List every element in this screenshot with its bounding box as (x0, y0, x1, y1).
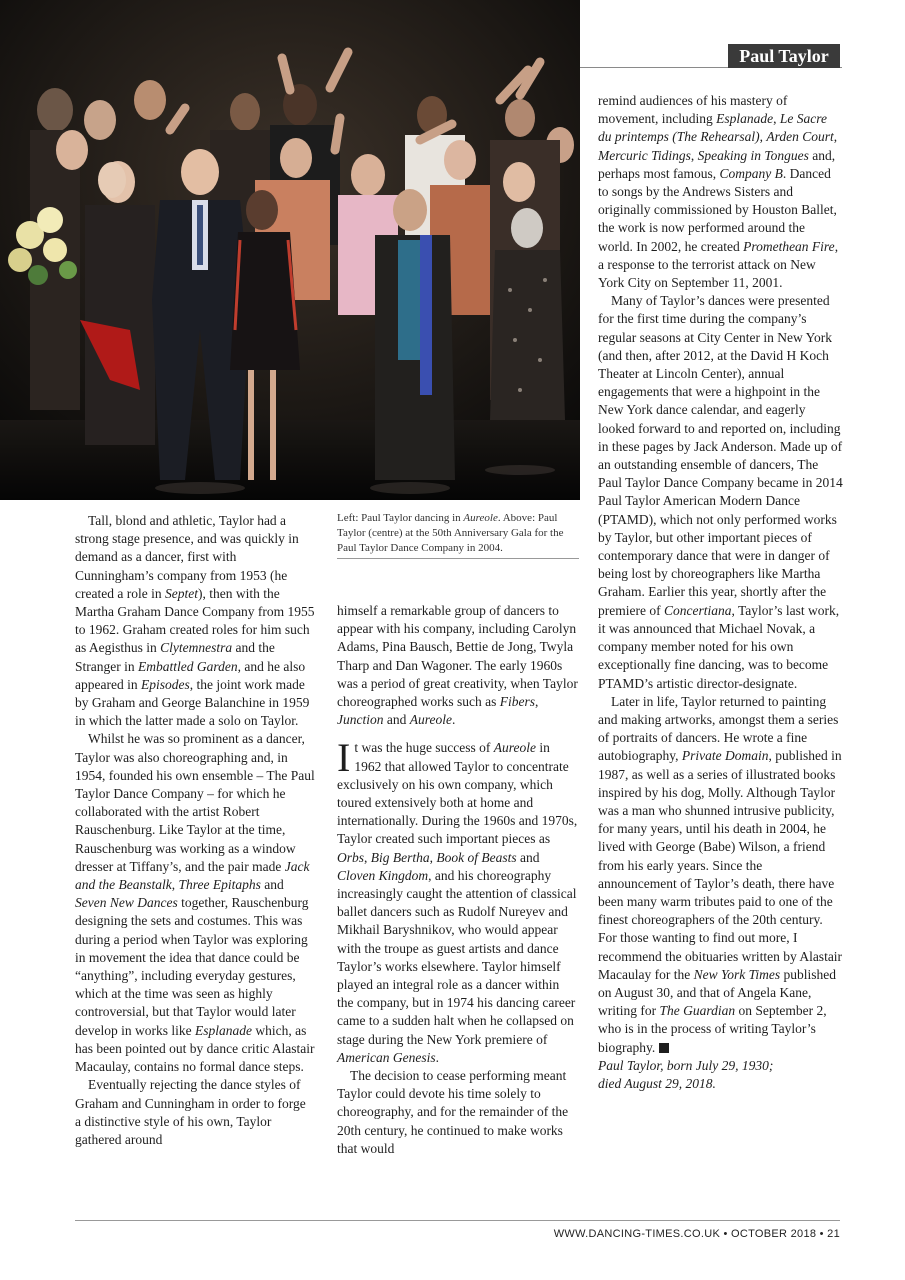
column-2 (337, 602, 579, 1158)
stage-photo (0, 0, 580, 500)
paragraph: Later in life, Taylor returned to painting and making artworks, amongst them a series of portraits of dancers. He wrote a fine autobiography, Private Domain, published in 1987, as well as a series of illustrated books inspired by his dog, Molly. Although Taylor was a man who shunned intrusive publicity, for many years, until his death in 2004, he lived with George (Babe) Wilson, a friend from his early years. Since the announcement of Taylor’s death, there have been many warm tributes paid to one of the finest choreographers of the 20th century. For those wanting to find out more, I recommend the obituaries written by Alastair Macaulay for the New York Times published on August 30, and that of Angela Kane, writing for The Guardian on September 2, who is in the process of writing Taylor’s biography. (598, 693, 843, 1055)
paragraph: remind audiences of his mastery of movement, including Esplanade, Le Sacre du printemps (The Rehearsal), Arden Court, Mercuric Tidings, Speaking in Tongues and, perhaps most famous, Company B. Danced to songs by the Andrews Sisters and originally commissioned by Houston Ballet, the work is now performed around the world. In 2002, he created Promethean Fire, a response to the terrorist attack on New York City on September 11, 2001. (598, 93, 839, 291)
paragraph: Many of Taylor’s dances were presented for the first time during the company’s regular seasons at City Center in New York (and then, after 2012, at the David H Koch Theater at Lincoln Center), annual engagements that were a highpoint in the New York dance calendar, and eagerly looked forward to and reported on, including in these pages by Jack Anderson. Made up of an outstanding ensemble of dancers, The Paul Taylor Dance Company became in 2014 Paul Taylor American Modern Dance (PTAMD), which not only performed works by Taylor, but other important pieces of contemporary dance that were in danger of being lost by choreographers like Martha Graham. Earlier this year, shortly after the premiere of Concertiana, Taylor’s last work, it was announced that Michael Novak, a company member noted for his own exceptionally fine dancing, was to become PTAMD’s artistic director-designate. (598, 293, 843, 691)
photo-caption: Left: Paul Taylor dancing in Aureole. Above: Paul Taylor (centre) at the 50th Anniversary Gala for the Paul Taylor Dance Company in 2004. (337, 512, 564, 554)
paragraph: The decision to cease performing meant Taylor could devote his time solely to choreography, and for the remainder of the 20th century, he continued to make works that would (337, 1068, 569, 1156)
paragraph: himself a remarkable group of dancers to appear with his company, including Carolyn Adams, Pina Bausch, Bettie de Jong, Twyla Tharp and Dan Wagoner. The early 1960s was a period of great creativity, when Taylor choreographed works such as Fibers, Junction and Aureole. (337, 603, 578, 728)
footer-rule (75, 1220, 840, 1221)
paragraph: It was the huge success of Aureole in 1962 that allowed Taylor to concentrate exclusively on his own company, which toured extensively both at home and internationally. During the 1960s and 1970s, Taylor created such important pieces as Orbs, Big Bertha, Book of Beasts and Cloven Kingdom, and his choreography increasingly caught the attention of classical ballet dancers such as Rudolf Nureyev and Mikhail Baryshnikov, who would appear with the troupe as guest artists and dance Taylor’s works elsewhere. Taylor himself played an integral role as a dancer within the company, but in 1974 his dancing career came to a sudden halt when he collapsed on stage during the New York premiere of American Genesis. (337, 735, 578, 1065)
birth-death-dates: Paul Taylor, born July 29, 1930; died August 29, 2018. (598, 1057, 774, 1091)
end-mark-icon (659, 1043, 669, 1053)
paragraph: Tall, blond and athletic, Taylor had a strong stage presence, and was quickly in demand as a dancer, first with Cunningham’s company from 1953 (he created a role in Septet), then with the Martha Graham Dance Company from 1955 to 1962. Graham created roles for him such as Aegisthus in Clytemnestra and the Stranger in Embattled Garden, and he also appeared in Episodes, the joint work made by Graham and George Balanchine in 1959 in which the latter made a solo on Taylor. (75, 513, 315, 729)
stage-photo-illustration (0, 0, 580, 500)
paragraph: Eventually rejecting the dance styles of Graham and Cunningham in order to forge a distinctive style of his own, Taylor gathered around (75, 1077, 306, 1147)
column-3 (598, 92, 843, 1093)
drop-cap: I (337, 735, 351, 781)
column-1 (75, 512, 315, 1149)
page-footer: WWW.DANCING-TIMES.CO.UK • OCTOBER 2018 • 21 (553, 1228, 840, 1240)
section-header-tag: Paul Taylor (728, 44, 840, 68)
paragraph: Whilst he was so prominent as a dancer, Taylor was also choreographing and, in 1954, founded his own ensemble – The Paul Taylor Dance Company – for which he collaborated with the artist Robert Rauschenburg. Like Taylor at the time, Rauschenburg was working as a window dresser at Tiffany’s, and the pair made Jack and the Beanstalk, Three Epitaphs and Seven New Dances together, Rauschenburg designing the sets and costumes. This was during a period when Taylor was exploring in movement the idea that dance could be “anything”, including everyday gestures, which at the time was seen as highly controversial, but that Taylor would later develop in works like Esplanade which, as has been pointed out by dance critic Alastair Macaulay, contains no formal dance steps. (75, 731, 315, 1075)
caption-rule (337, 558, 579, 559)
